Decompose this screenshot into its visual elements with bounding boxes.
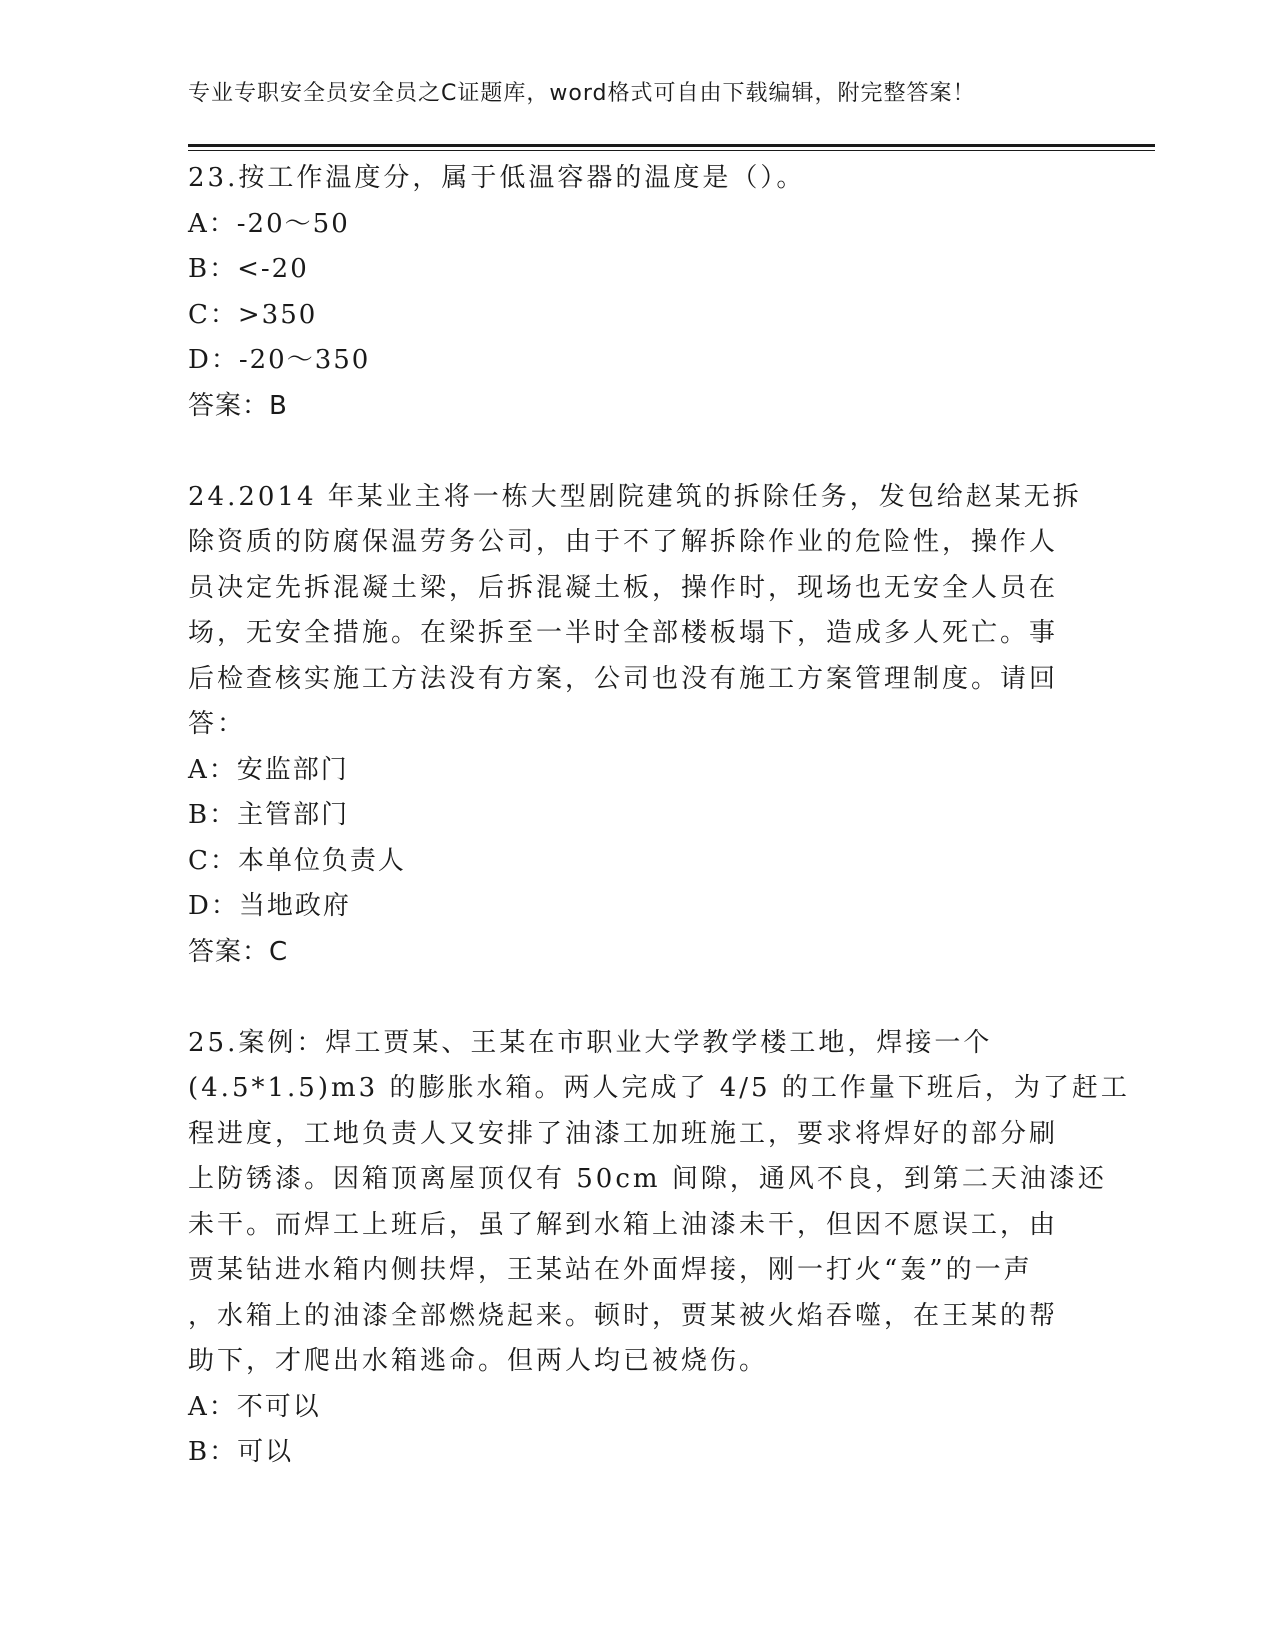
option-b: B：主管部门 [188, 800, 350, 830]
question-stem [188, 475, 1088, 748]
stem-line: 上防锈漆。因箱顶离屋顶仅有 50cm 间隙，通风不良，到第二天油漆还 [188, 1164, 1107, 1194]
options-list [188, 1385, 1088, 1476]
question-list [188, 156, 1130, 1476]
stem-line: 贾某钻进水箱内侧扶焊，王某站在外面焊接，刚一打火“轰”的一声 [188, 1255, 1033, 1285]
options-list [188, 202, 1088, 384]
question-23 [188, 156, 1088, 429]
option-b: B：<-20 [188, 254, 309, 284]
spacer [188, 975, 1088, 1021]
stem-line: 员决定先拆混凝土梁，后拆混凝土板，操作时，现场也无安全人员在 [188, 572, 1059, 603]
stem-line: 25.案例：焊工贾某、王某在市职业大学教学楼工地，焊接一个 [188, 1027, 993, 1058]
header-rule-thick [188, 144, 1155, 147]
stem-line: 场，无安全措施。在梁拆至一半时全部楼板塌下，造成多人死亡。事 [188, 618, 1059, 648]
option-a: A：不可以 [188, 1391, 321, 1422]
stem-line: 未干。而焊工上班后，虽了解到水箱上油漆未干，但因不愿误工，由 [188, 1209, 1059, 1240]
question-24 [188, 475, 1088, 976]
question-stem [188, 156, 1088, 202]
options-list [188, 748, 1088, 930]
stem-line: 答： [188, 709, 247, 739]
question-25 [188, 1021, 1130, 1476]
stem-line: ，水箱上的油漆全部燃烧起来。顿时，贾某被火焰吞噬，在王某的帮 [188, 1300, 1059, 1331]
stem-line: (4.5*1.5)m3 的膨胀水箱。两人完成了 4/5 的工作量下班后，为了赶工 [188, 1073, 1130, 1103]
answer-label: 答案：C [188, 936, 289, 967]
stem-line: 程进度，工地负责人又安排了油漆工加班施工，要求将焊好的部分刷 [188, 1118, 1059, 1149]
header-rule-thin [188, 150, 1155, 151]
option-c: C：>350 [188, 299, 318, 330]
answer-label: 答案：B [188, 390, 288, 421]
stem-line: 23.按工作温度分，属于低温容器的温度是（）。 [188, 163, 806, 193]
question-stem [188, 1021, 1130, 1385]
page-header: 专业专职安全员安全员之C证题库，word格式可自由下载编辑，附完整答案！ [188, 81, 976, 106]
option-d: D：当地政府 [188, 891, 351, 921]
stem-line: 24.2014 年某业主将一栋大型剧院建筑的拆除任务，发包给赵某无拆 [188, 481, 1082, 512]
option-b: B：可以 [188, 1437, 294, 1467]
option-c: C：本单位负责人 [188, 845, 406, 876]
stem-line: 后检查核实施工方法没有方案，公司也没有施工方案管理制度。请回 [188, 663, 1059, 694]
option-a: A：安监部门 [188, 754, 349, 785]
stem-line: 助下，才爬出水箱逃命。但两人均已被烧伤。 [188, 1346, 769, 1376]
spacer [188, 429, 1088, 475]
option-a: A：-20～50 [188, 208, 350, 239]
stem-line: 除资质的防腐保温劳务公司，由于不了解拆除作业的危险性，操作人 [188, 527, 1059, 557]
option-d: D：-20～350 [188, 345, 371, 375]
